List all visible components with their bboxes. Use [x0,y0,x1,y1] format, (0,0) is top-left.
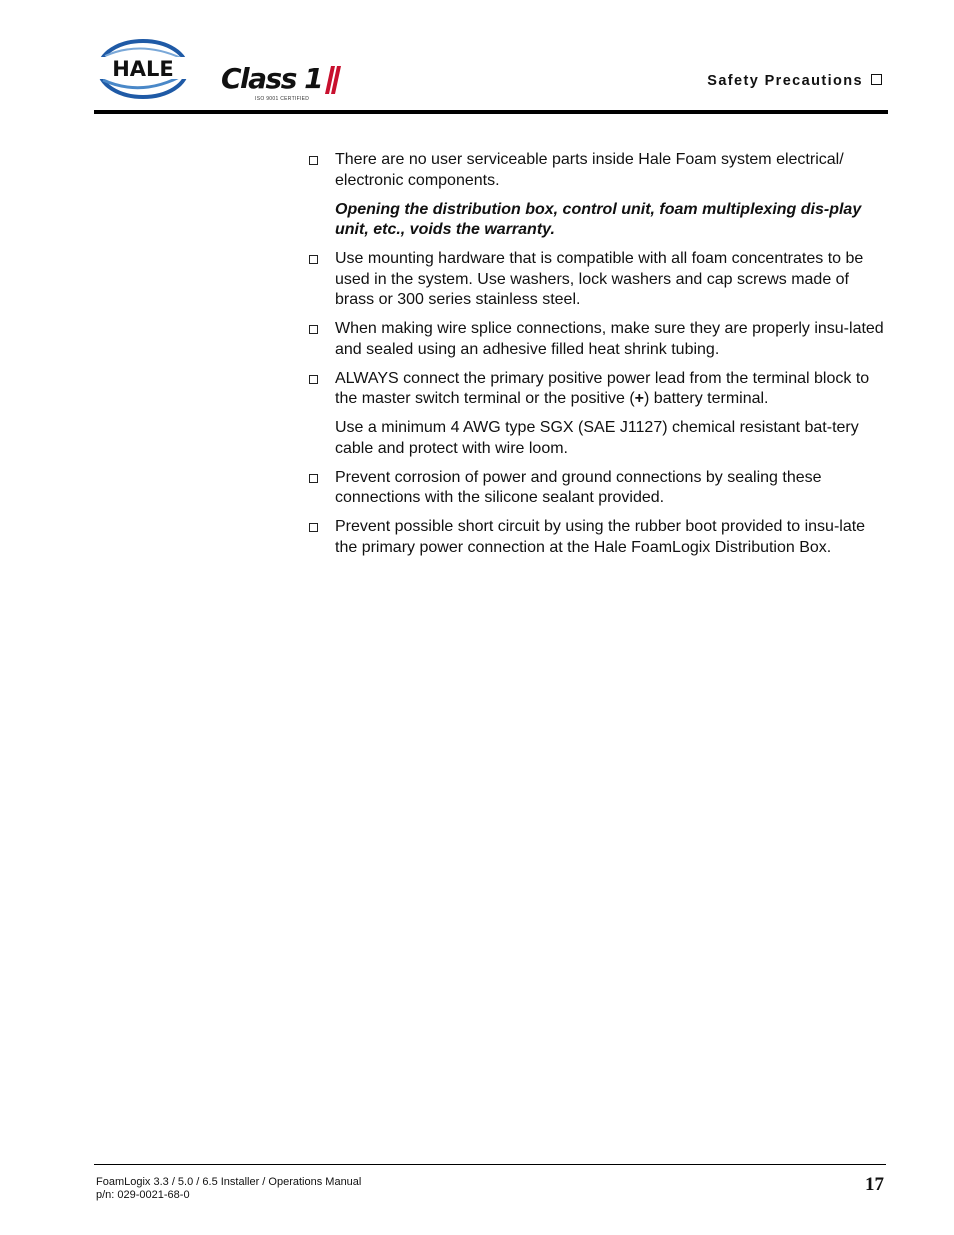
section-title [707,73,882,89]
section-title-text: Safety Precautions [707,73,863,89]
hale-logo [95,36,191,102]
list-item [306,369,886,460]
square-bullet-icon [309,156,318,165]
item-text: Prevent possible short circuit by using the rubber boot provided to insu-late the primary power connection at the Hale FoamLogix Distribution Box. [335,518,866,556]
item-text-after: ) battery terminal. [644,390,769,407]
page-number: 17 [865,1174,884,1195]
warranty-warning: Opening the distribution box, control unit, foam multiplexing dis-play unit, etc., voids the warranty. [335,200,862,238]
list-item [306,517,886,558]
list-item [306,249,886,311]
safety-list [306,150,886,567]
item-text: When making wire splice connections, make sure they are properly insu-lated and sealed using an adhesive filled heat shrink tubing. [335,320,884,358]
class1-cert-text: ISO 9001 CERTIFIED [255,96,310,102]
square-bullet-icon [309,523,318,532]
cable-note: Use a minimum 4 AWG type SGX (SAE J1127) chemical resistant bat-tery cable and protect with wire loom. [335,419,859,457]
plus-sign: + [634,390,645,407]
item-text [335,369,886,410]
list-item [306,319,886,360]
class1-logo [221,64,343,104]
square-bullet-icon [309,255,318,264]
list-item [306,150,886,241]
item-text: There are no user serviceable parts inside Hale Foam system electrical/ electronic components. [335,151,844,189]
list-item [306,468,886,509]
class1-stripes-icon [325,66,341,94]
header-logos [95,36,355,106]
manual-title: FoamLogix 3.3 / 5.0 / 6.5 Installer / Operations Manual [96,1176,362,1188]
square-bullet-icon [309,375,318,384]
hale-logo-text: HALE [112,57,174,81]
item-text: Use mounting hardware that is compatible with all foam concentrates to be used in the system. Use washers, lock washers and cap screws made of brass or 300 series stainless steel. [335,250,864,308]
class1-logo-text: Class 1 [221,62,323,95]
footer-rule [94,1164,886,1165]
part-number: p/n: 029-0021-68-0 [96,1188,190,1201]
square-bullet-icon [871,74,882,85]
item-text-before: ALWAYS connect the primary positive power lead from the terminal block to the master switch terminal or the positive ( [335,369,870,407]
item-text: Prevent corrosion of power and ground connections by sealing these connections with the silicone sealant provided. [335,468,822,506]
footer-info [96,1176,361,1201]
square-bullet-icon [309,474,318,483]
header-rule [94,110,888,114]
square-bullet-icon [309,325,318,334]
